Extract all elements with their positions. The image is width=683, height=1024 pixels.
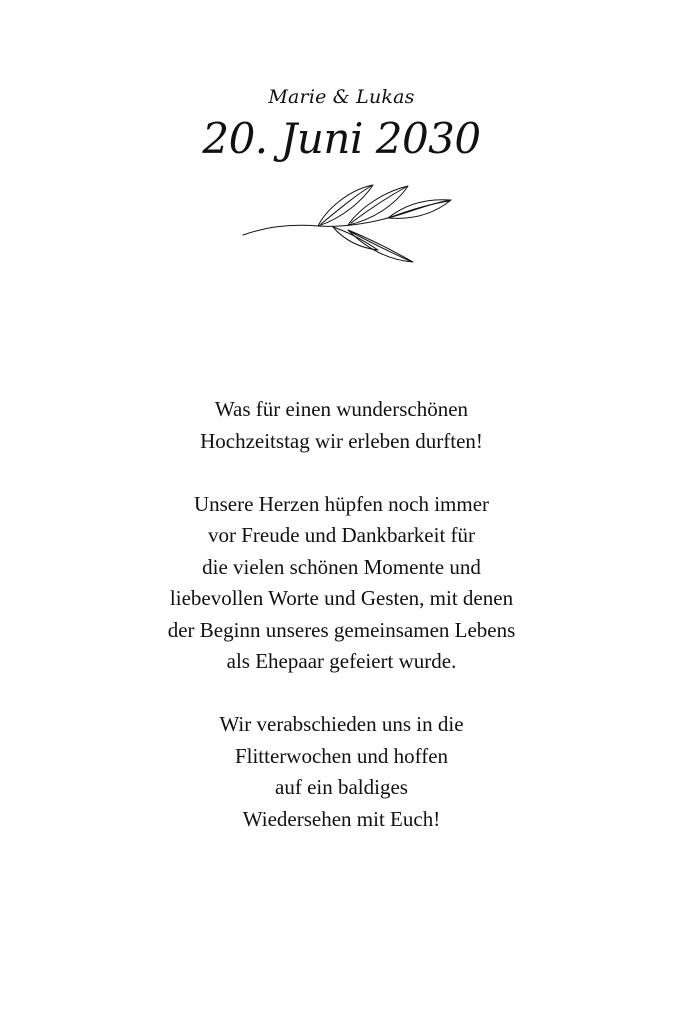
message-line: der Beginn unseres gemeinsamen Lebens: [167, 617, 516, 642]
message-line: liebevollen Worte und Gesten, mit denen: [169, 586, 514, 610]
message-line: auf ein baldiges: [275, 775, 408, 799]
message-line: die vielen schönen Momente und: [202, 554, 481, 579]
message-line: Wir verabschieden uns in die: [219, 712, 464, 736]
wedding-date: 20. Juni 2030: [202, 114, 481, 163]
couple-names: Marie & Lukas: [268, 86, 415, 108]
message-line: Flitterwochen und hoffen: [234, 743, 449, 768]
message-paragraph: [0, 394, 683, 457]
message-line: als Ehepaar gefeiert wurde.: [226, 649, 457, 673]
message-line: vor Freude und Dankbarkeit für: [207, 523, 476, 547]
thank-you-message: [0, 394, 683, 835]
message-paragraph: [0, 709, 683, 835]
message-line: Unsere Herzen hüpfen noch immer: [193, 491, 490, 516]
message-line: Was für einen wunderschönen: [214, 397, 469, 421]
message-paragraph: [0, 489, 683, 678]
olive-branch-icon: [238, 180, 458, 270]
message-line: Wiedersehen mit Euch!: [242, 806, 441, 831]
message-line: Hochzeitstag wir erleben durften!: [200, 428, 483, 453]
